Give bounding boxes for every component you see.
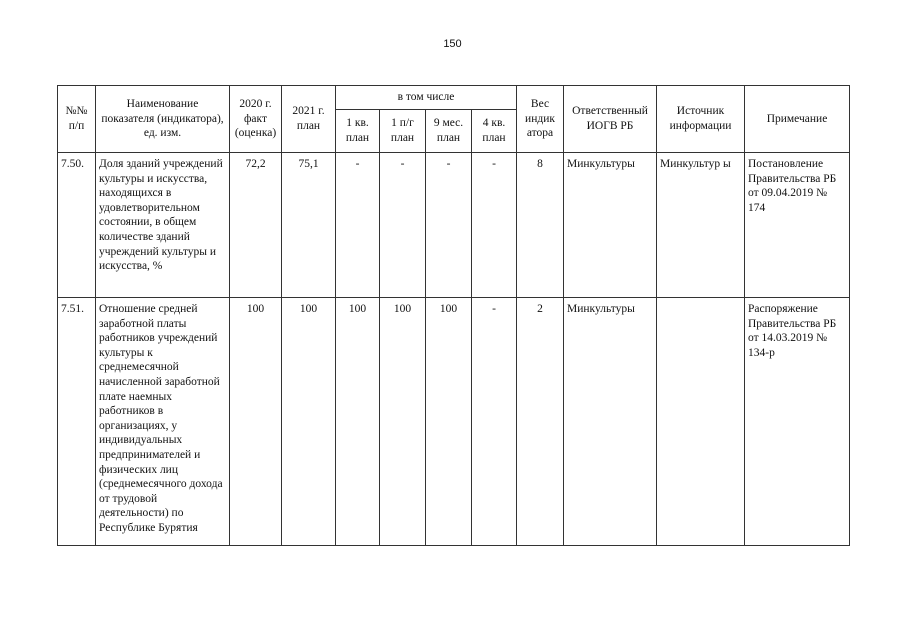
table-row (58, 153, 850, 298)
row-weight: 8 (517, 153, 564, 298)
row-responsible: Минкультуры (564, 153, 657, 298)
header-source: Источник информации (657, 86, 745, 153)
row-q4-plan: - (472, 153, 517, 298)
header-name: Наименование показателя (индикатора), ед. изм. (96, 86, 230, 153)
row-2020-fact: 100 (230, 298, 282, 546)
row-responsible: Минкультуры (564, 298, 657, 546)
header-h1-plan: 1 п/г план (380, 110, 426, 153)
row-q1-plan: 100 (336, 298, 380, 546)
header-2020-fact: 2020 г. факт (оценка) (230, 86, 282, 153)
header-9m-plan: 9 мес. план (426, 110, 472, 153)
row-9m-plan: - (426, 153, 472, 298)
header-2021-plan: 2021 г. план (282, 86, 336, 153)
header-row-top (58, 86, 850, 110)
row-2020-fact: 72,2 (230, 153, 282, 298)
row-q4-plan: - (472, 298, 517, 546)
header-weight: Вес индик атора (517, 86, 564, 153)
table-row (58, 298, 850, 546)
header-note: Примечание (745, 86, 850, 153)
row-9m-plan: 100 (426, 298, 472, 546)
header-q4-plan: 4 кв. план (472, 110, 517, 153)
header-including: в том числе (336, 86, 517, 110)
row-source: Минкультур ы (657, 153, 745, 298)
row-2021-plan: 100 (282, 298, 336, 546)
row-weight: 2 (517, 298, 564, 546)
header-num: №№ п/п (58, 86, 96, 153)
row-note: Распоряжение Правительства РБ от 14.03.2019 № 134-р (745, 298, 850, 546)
row-h1-plan: - (380, 153, 426, 298)
page-number: 150 (443, 38, 462, 50)
row-note: Постановление Правительства РБ от 09.04.2019 № 174 (745, 153, 850, 298)
row-num: 7.50. (58, 153, 96, 298)
indicators-table (57, 85, 850, 546)
row-indicator-name: Отношение средней заработной платы работников учреждений культуры к среднемесячной начисленной заработной плате наемных работников в организациях, у индивидуальных предпринимателей и физических лиц (среднемесячного дохода от трудовой деятельности) по Республике Бурятия (96, 298, 230, 546)
row-source (657, 298, 745, 546)
row-num: 7.51. (58, 298, 96, 546)
header-responsible: Ответственный ИОГВ РБ (564, 86, 657, 153)
row-2021-plan: 75,1 (282, 153, 336, 298)
row-q1-plan: - (336, 153, 380, 298)
header-q1-plan: 1 кв. план (336, 110, 380, 153)
row-indicator-name: Доля зданий учреждений культуры и искусства, находящихся в удовлетворительном состоянии, в общем количестве зданий учреждений культуры и искусства, % (96, 153, 230, 298)
row-h1-plan: 100 (380, 298, 426, 546)
